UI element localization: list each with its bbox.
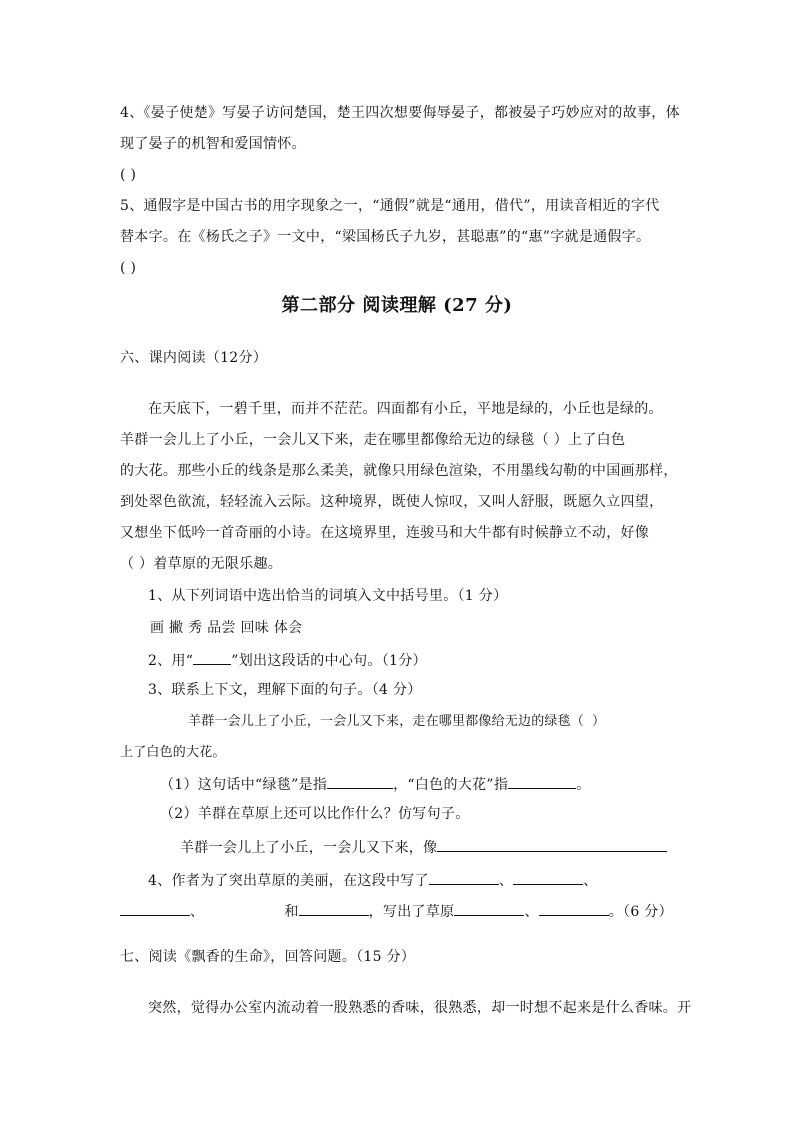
- underline-sample: [193, 649, 231, 665]
- question-four-text-b: ，写出了草原: [368, 904, 455, 920]
- answer-blank[interactable]: [120, 900, 190, 916]
- separator: 、: [583, 873, 598, 889]
- answer-blank[interactable]: [327, 773, 393, 789]
- question-three-sub-one: [160, 773, 590, 795]
- answer-blank[interactable]: [513, 869, 583, 885]
- judge-q5-answer-bracket[interactable]: ( ): [120, 260, 137, 276]
- word-choices: 画 撇 秀 品尝 回味 体会: [150, 620, 303, 636]
- section-seven-passage-line: 突然，觉得办公室内流动着一股熟悉的香味，很熟悉，却一时想不起来是什么香味。开: [148, 1000, 692, 1016]
- passage-line: （ ）着草原的无限乐趣。: [120, 556, 283, 572]
- answer-blank[interactable]: [508, 773, 576, 789]
- and-text: 和: [284, 904, 299, 920]
- imitation-line: [180, 836, 667, 858]
- judge-q4-line2: 现了晏子的机智和爱国情怀。: [120, 136, 306, 152]
- imitation-text: 羊群一会儿上了小丘，一会儿又下来，像: [180, 840, 438, 856]
- question-four-line2: [120, 900, 673, 922]
- question-four-text: 4、作者为了突出草原的美丽，在这段中写了: [148, 873, 429, 889]
- judge-q4-line1: 4、《晏子使楚》写晏子访问楚国，楚王四次想要侮辱晏子，都被晏子巧妙应对的故事，体: [120, 105, 680, 121]
- answer-blank[interactable]: [429, 869, 499, 885]
- separator: 、: [524, 904, 539, 920]
- sub-one-text-a: （1）这句话中“绿毯”是指: [160, 777, 328, 793]
- passage-line: 又想坐下低吟一首奇丽的小诗。在这境界里，连骏马和大牛都有时候静立不动，好像: [120, 525, 650, 541]
- passage-line: 的大花。那些小丘的线条是那么柔美，就像只用绿色渲染，不用墨线勾勒的中国画那样，: [120, 463, 678, 479]
- section-six-heading: 六、课内阅读（12分）: [120, 350, 268, 366]
- question-three: 3、联系上下文，理解下面的句子。（4 分）: [148, 682, 422, 698]
- question-two-text-start: 2、用“: [148, 653, 194, 669]
- section-seven-heading: 七、阅读《飘香的生命》，回答问题。（15 分）: [120, 949, 416, 965]
- part-two-title: 第二部分 阅读理解 (27 分): [281, 295, 513, 316]
- question-two: [148, 649, 427, 671]
- passage-line: 羊群一会儿上了小丘，一会儿又下来，走在哪里都像给无边的绿毯（ ）上了白色: [120, 432, 626, 448]
- quoted-sentence-line1: 羊群一会儿上了小丘，一会儿又下来，走在哪里都像给无边的绿毯（ ）: [188, 714, 606, 729]
- judge-q5-line2: 替本字。在《杨氏之子》一文中，“梁国杨氏子九岁，甚聪惠”的“惠”字就是通假字。: [120, 229, 651, 245]
- answer-blank[interactable]: [539, 900, 609, 916]
- answer-blank[interactable]: [299, 900, 369, 916]
- question-four-text-c: 。（6 分）: [608, 904, 673, 920]
- question-four-line1: [148, 869, 598, 891]
- judge-q5-line1: 5、通假字是中国古书的用字现象之一，“通假”就是“通用，借代”，用读音相近的字代: [120, 198, 660, 214]
- sub-one-text-b: ，“白色的大花”指: [393, 777, 509, 793]
- quoted-sentence-line2: 上了白色的大花。: [120, 745, 226, 760]
- judge-q4-answer-bracket[interactable]: ( ): [120, 167, 137, 183]
- question-three-sub-two: （2）羊群在草原上还可以比作什么？仿写句子。: [160, 806, 470, 822]
- answer-blank[interactable]: [454, 900, 524, 916]
- answer-blank[interactable]: [437, 836, 667, 852]
- separator: 、: [498, 873, 514, 889]
- passage-line: 在天底下，一碧千里，而并不茫茫。四面都有小丘，平地是绿的，小丘也是绿的。: [148, 401, 663, 417]
- question-one: 1、从下列词语中选出恰当的词填入文中括号里。（1 分）: [148, 588, 508, 604]
- separator: 、: [190, 904, 205, 920]
- question-two-text-end: ”划出这段话的中心句。（1分）: [231, 653, 427, 669]
- passage-line: 到处翠色欲流，轻轻流入云际。这种境界，既使人惊叹，又叫人舒服，既愿久立四望，: [120, 494, 664, 510]
- sub-one-text-c: 。: [576, 777, 591, 793]
